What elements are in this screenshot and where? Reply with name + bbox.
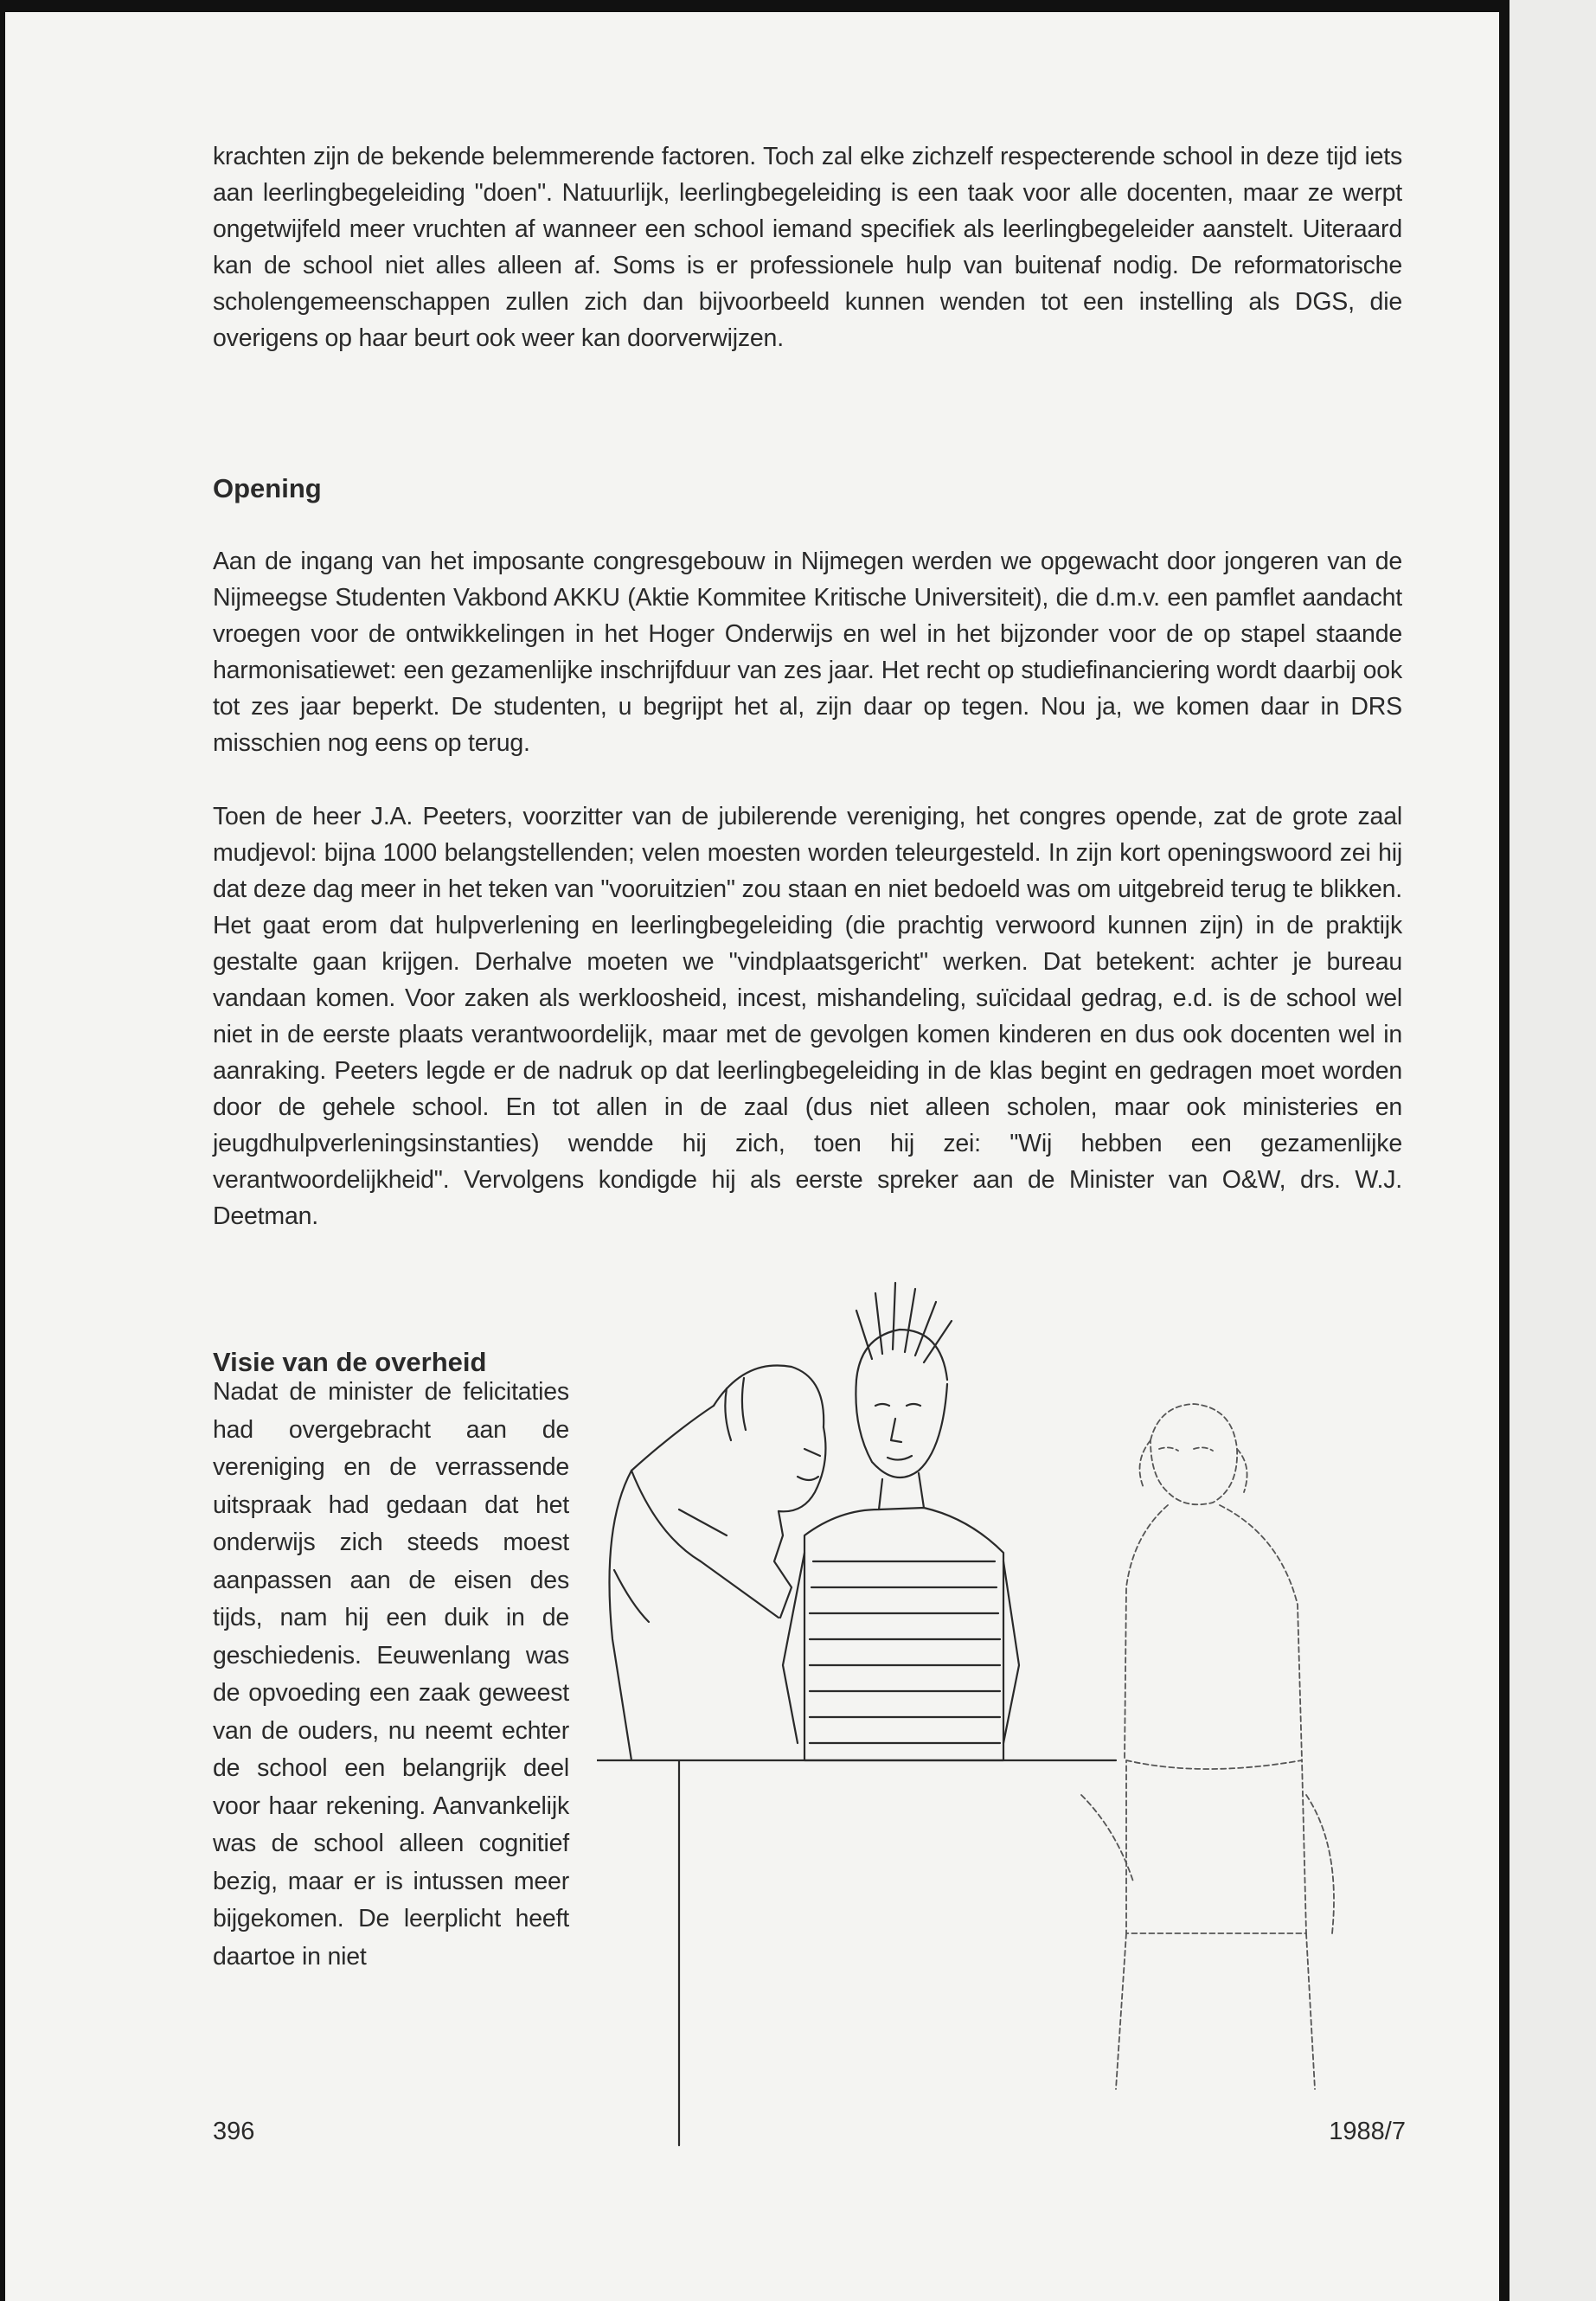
page-frame-right	[1499, 0, 1509, 2301]
opening-paragraph-1: Aan de ingang van het imposante congresgebouw in Nijmegen werden we opgewacht door jongeren van de Nijmeegse Studenten Vakbond AKKU (Aktie Kommitee Kritische Universiteit), die d.m.v. een pamflet aandacht vroegen voor de ontwikkelingen in het Hoger Onderwijs en wel in het bijzonder voor de op stapel staande harmonisatiewet: een gezamenlijke inschrijfduur van zes jaar. Het recht op studiefinanciering wordt daarbij ook tot zes jaar beperkt. De studenten, u begrijpt het al, zijn daar op tegen. Nou ja, we komen daar in DRS misschien nog eens op terug.	[213, 548, 1402, 757]
scan-margin	[1509, 0, 1596, 2301]
issue-label: 1988/7	[1329, 2118, 1406, 2145]
opening-paragraph-2: Toen de heer J.A. Peeters, voorzitter van de jubilerende vereniging, het congres opende, zat de grote zaal mudjevol: bijna 1000 belangstellenden; velen moesten worden teleurgesteld. In zijn kort openingswoord zei hij dat deze dag meer in het teken van "vooruitzien" zou staan en niet bedoeld was om uitgebreid terug te blikken. Het gaat erom dat hulpverlening en leerlingbegeleiding (die prachtig verwoord kunnen zijn) in de praktijk gestalte gaan krijgen. Derhalve moeten we "vindplaatsgericht" werken. Dat betekent: achter je bureau vandaan komen. Voor zaken als werkloosheid, incest, mishandeling, suïcidaal gedrag, e.d. is de school wel niet in de eerste plaats verantwoordelijk, maar met de gevolgen komen kinderen en dus ook docenten wel in aanraking. Peeters legde er de nadruk op dat leerlingbegeleiding in de klas begint en gedragen moet worden door de gehele school. En tot allen in de zaal (dus niet alleen scholen, maar ook ministeries en jeugdhulpverleningsinstanties) wendde hij zich, toen hij zei: "Wij hebben een gezamenlijke verantwoordelijkheid". Vervolgens kondigde hij als eerste spreker aan de Minister van O&W, drs. W.J. Deetman.	[213, 803, 1402, 1230]
page-number: 396	[213, 2118, 255, 2145]
page-frame-left	[0, 0, 5, 2301]
visie-paragraph-1: Nadat de minister de felicitaties had overgebracht aan de vereniging en de verrassende uitspraak had gedaan dat het onderwijs zich steeds moest aanpassen aan de eisen des tijds, nam hij een duik in de geschiedenis. Eeuwenlang was de opvoeding een zaak geweest van de ouders, nu neemt echter de school een belangrijk deel voor haar rekening. Aanvankelijk was de school alleen cognitief bezig, maar er is intussen meer bijgekomen. De leerplicht heeft daartoe in niet	[213, 1378, 569, 1971]
heading-visie: Visie van de overheid	[213, 1347, 487, 1377]
cartoon-illustration	[597, 1276, 1410, 2150]
heading-opening: Opening	[213, 473, 322, 503]
intro-paragraph: krachten zijn de bekende belemmerende factoren. Toch zal elke zichzelf respecterende school in deze tijd iets aan leerlingbegeleiding "doen". Natuurlijk, leerlingbegeleiding is een taak voor alle docenten, maar ze werpt ongetwijfeld meer vruchten af wanneer een school iemand specifiek als leerlingbegeleider aanstelt. Uiteraard kan de school niet alles alleen af. Soms is er professionele hulp van buitenaf nodig. De reformatorische scholengemeenschappen zullen zich dan bijvoorbeeld kunnen wenden tot een instelling als DGS, die overigens op haar beurt ook weer kan doorverwijzen.	[213, 143, 1402, 352]
page-frame-top	[0, 0, 1509, 12]
